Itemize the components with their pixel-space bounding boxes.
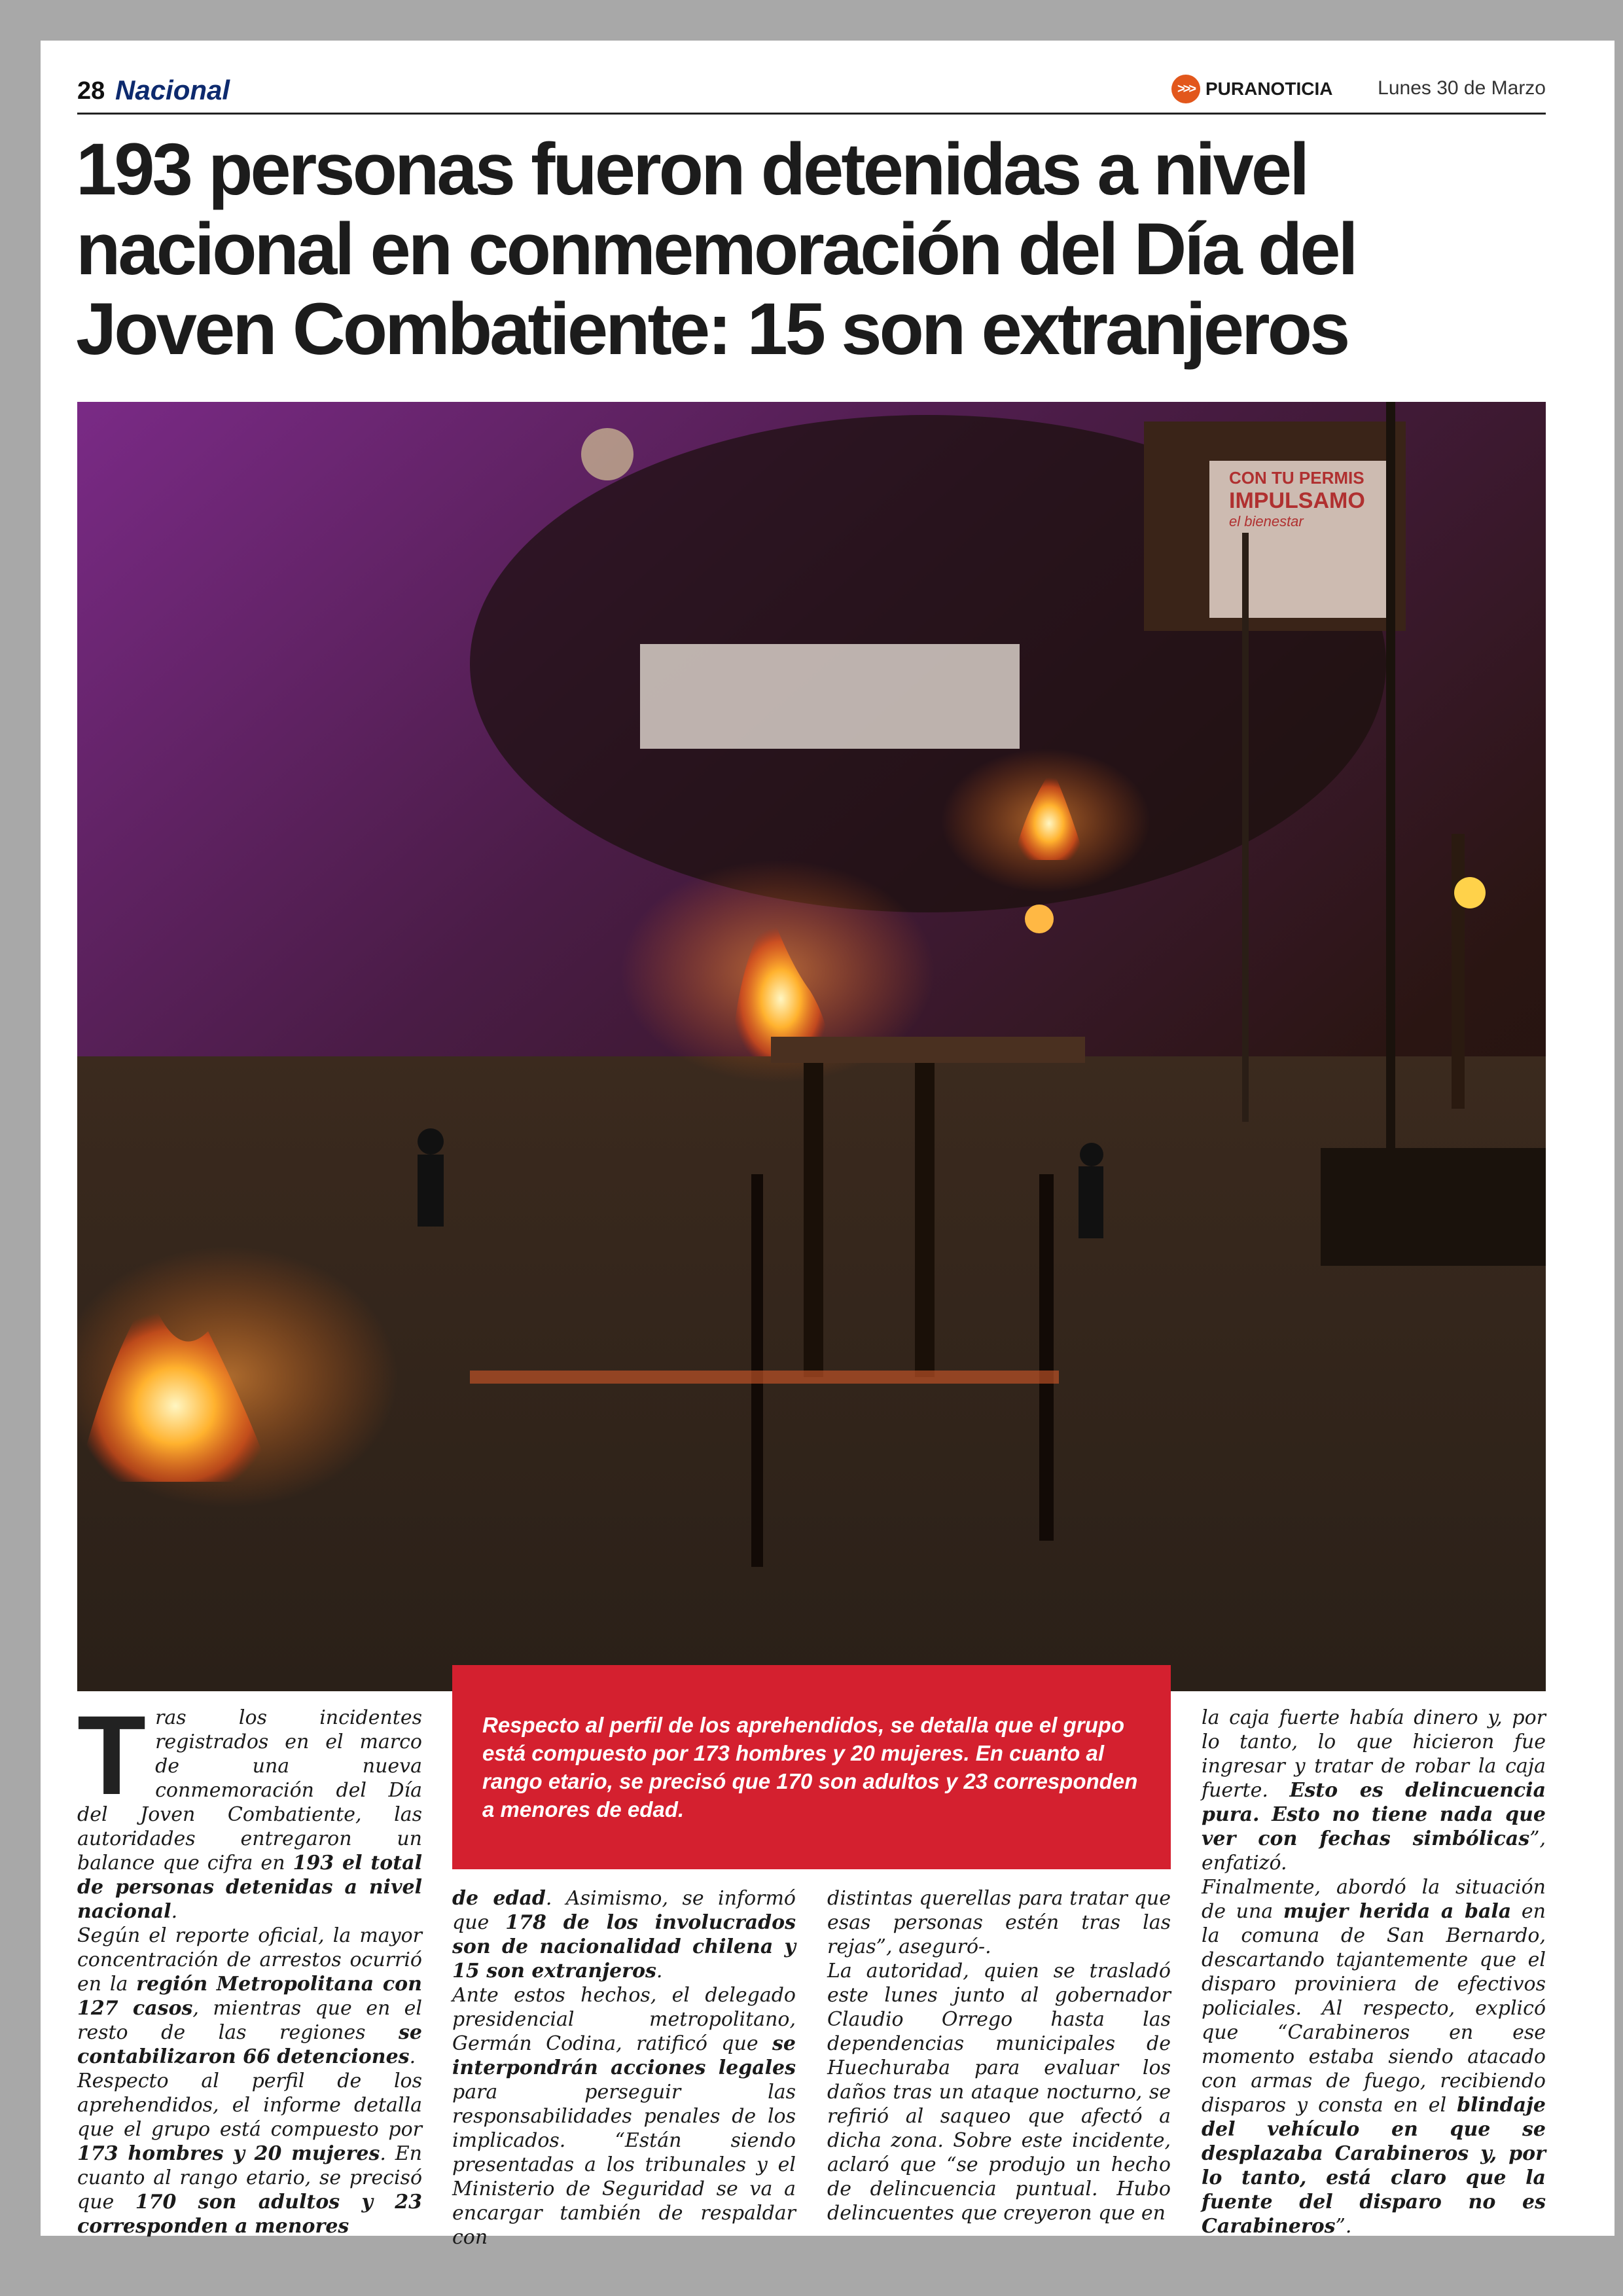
paragraph	[1202, 1875, 1546, 2238]
text-run-bold: 178 de los involucrados son de nacionalidad chilena y 15 son extranjeros	[452, 1911, 796, 1982]
text-run: Respecto al perfil de los aprehendidos, el informe detalla que el grupo está compuesto por	[77, 2070, 422, 2141]
paragraph	[1202, 1706, 1546, 1875]
text-run: la caja fuerte había dinero y, por lo tanto, lo que hicieron fue ingresar y tratar de robar la caja fuerte.	[1202, 1706, 1546, 1802]
text-run: Ante estos hechos, el delegado presidencial metropolitano, Germán Codina, ratificó que	[452, 1984, 796, 2055]
pull-quote-box	[452, 1665, 1171, 1869]
page-number: 28	[77, 77, 105, 105]
logo-text: PURANOTICIA	[1205, 79, 1333, 99]
pull-quote-text: Respecto al perfil de los aprehendidos, se detalla que el grupo está compuesto por 173 hombres y 20 mujeres. En cuanto al rango etario, se precisó que 170 son adultos y 23 corresponden a menores de edad.	[482, 1713, 1138, 1821]
text-run: ”.	[1335, 2215, 1352, 2238]
text-run: Según el reporte oficial, la mayor concentración de arrestos ocurrió en la	[77, 1924, 422, 1996]
photo-sign-text-2: IMPULSAMO	[1229, 488, 1365, 513]
text-run: Finalmente, abordó la situación de una	[1202, 1876, 1546, 1923]
text-run-bold: de edad	[452, 1887, 546, 1910]
text-run-bold: blindaje del vehículo en que se desplazaba Carabineros y, por lo tanto, está claro que la fuente del disparo no es Carabineros	[1202, 2094, 1546, 2238]
text-run-bold: 193 el total de personas detenidas a nivel nacional	[77, 1852, 422, 1923]
text-run: . En cuanto al rango etario, se precisó que	[77, 2142, 423, 2214]
text-run: para perseguir las responsabilidades penales de los implicados. “Están siendo presentadas a los tribunales y el Ministerio de Seguridad se va a encargar también de respaldar con	[452, 2081, 796, 2249]
text-run-bold: mujer herida a bala	[1283, 1900, 1512, 1923]
issue-date: Lunes 30 de Marzo	[1378, 77, 1546, 99]
article-column-3	[827, 1886, 1171, 2225]
text-run-bold: Esto es delincuencia pura. Esto no tiene nada que ver con fechas simbólicas	[1202, 1779, 1546, 1850]
text-run: . Asimismo, se informó que	[452, 1887, 796, 1934]
paragraph	[452, 1886, 796, 1983]
text-run-bold: 170 son adultos y 23 corresponden a menores	[77, 2191, 422, 2238]
text-run: en la comuna de San Bernardo, descartando tajantemente que el disparo proviniera de efectivos policiales. Al respecto, explicó que “Carabineros en ese momento estaba siendo atacado con armas de fuego, recibiendo disparos y consta en el	[1202, 1900, 1546, 2117]
text-run-bold: se contabilizaron 66 detenciones	[77, 2021, 422, 2068]
text-run-bold: región Metropolitana con 127 casos	[77, 1973, 422, 2020]
publication-logo	[1171, 75, 1332, 103]
section-name: Nacional	[115, 75, 230, 105]
paragraph	[77, 1693, 422, 1924]
photo-sign-text-3: el bienestar	[1229, 513, 1304, 529]
logo-arrows-icon: >>>	[1171, 75, 1200, 103]
text-run: .	[409, 2045, 416, 2068]
drop-cap: T	[77, 1693, 147, 1818]
paragraph	[452, 1983, 796, 2250]
paragraph: La autoridad, quien se trasladó este lunes junto al gobernador Claudio Orrego hasta las dependencias municipales de Huechuraba para evaluar los daños tras un ataque nocturno, se refirió al saqueo que afectó a dicha zona. Sobre este incidente, aclaró que “se produjo un hecho de delincuencia puntual. Hubo delincuentes que creyeron que en	[827, 1960, 1171, 2225]
text-run: .	[656, 1960, 663, 1982]
article-column-4	[1202, 1706, 1546, 2238]
headline: 193 personas fueron detenidas a nivel nacional en conmemoración del Día del Joven Combatiente: 15 son extranjeros	[76, 128, 1356, 370]
paragraph: distintas querellas para tratar que esas personas estén tras las rejas”, aseguró-.	[827, 1887, 1171, 1958]
article-column-1	[77, 1693, 423, 2238]
text-run: , mientras que en el resto de las regiones	[77, 1997, 423, 2044]
photo-sign-text-1: CON TU PERMIS	[1229, 468, 1364, 488]
text-run: ras los incidentes registrados en el marco de una nueva conmemoración del Día del Joven Combatiente, las autoridades entregaron un balance que cifra en	[77, 1706, 422, 1874]
header-divider	[77, 113, 1546, 115]
text-run: ”, enfatizó.	[1202, 1827, 1546, 1874]
article-column-2	[452, 1886, 796, 2250]
paragraph	[77, 2069, 422, 2238]
text-run-bold: se interpondrán acciones legales	[452, 2032, 796, 2079]
paragraph	[77, 1924, 422, 2069]
text-run: .	[171, 1900, 178, 1923]
text-run-bold: 173 hombres y 20 mujeres	[77, 2142, 380, 2165]
article-photo	[77, 402, 1546, 1691]
